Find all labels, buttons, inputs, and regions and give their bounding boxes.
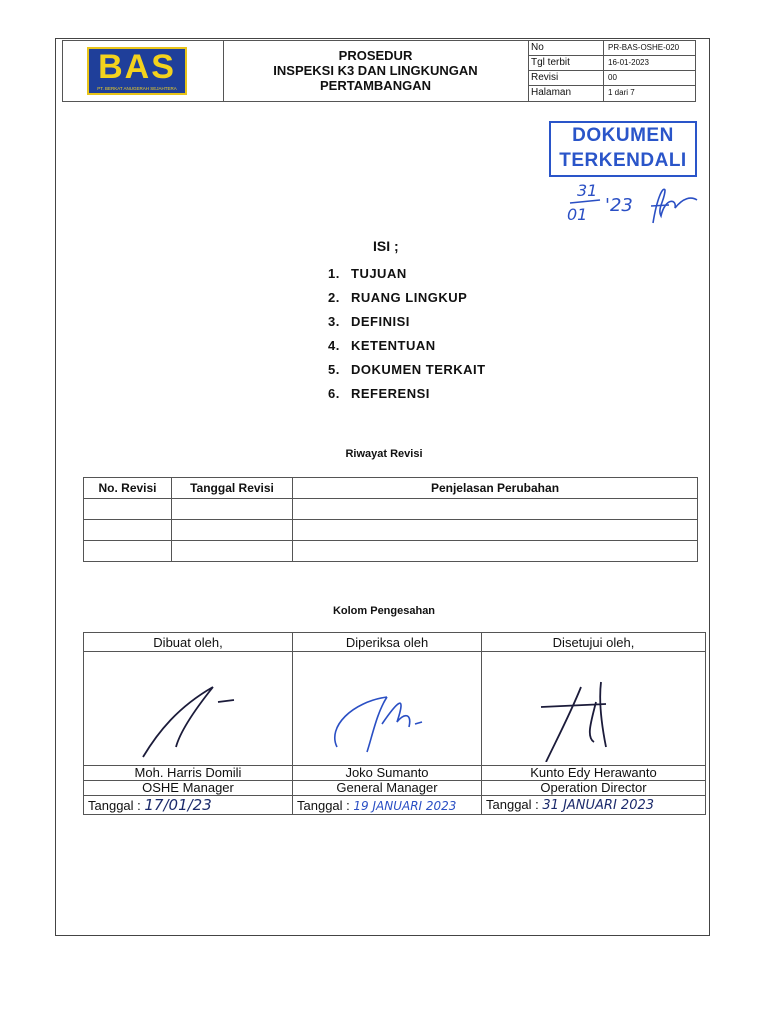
document-header bbox=[62, 40, 696, 102]
toc-num: 3. bbox=[328, 314, 340, 329]
col-revision-date: Tanggal Revisi bbox=[172, 478, 293, 499]
toc-label: RUANG LINGKUP bbox=[351, 290, 468, 305]
signature-creator bbox=[84, 652, 293, 766]
meta-table bbox=[528, 41, 696, 101]
doc-title-line-2: PERTAMBANGAN bbox=[320, 78, 431, 93]
signature-checker bbox=[293, 652, 482, 766]
logo-text: BAS bbox=[98, 48, 176, 86]
approver-role: Operation Director bbox=[482, 781, 706, 796]
table-row bbox=[84, 520, 698, 541]
toc-num: 2. bbox=[328, 290, 340, 305]
date-label: Tanggal : bbox=[88, 798, 141, 813]
toc-item-definitions bbox=[328, 314, 486, 338]
approver-name: Kunto Edy Herawanto bbox=[482, 766, 706, 781]
toc-item-scope bbox=[328, 290, 486, 314]
doc-type: PROSEDUR bbox=[338, 48, 413, 63]
signature-checker-mark bbox=[297, 652, 477, 762]
toc-label: TUJUAN bbox=[351, 266, 407, 281]
toc-label: DEFINISI bbox=[351, 314, 410, 329]
toc-num: 5. bbox=[328, 362, 340, 377]
creator-name: Moh. Harris Domili bbox=[84, 766, 293, 781]
logo-subtitle: PT. BERKAT ANUGERAH SEJAHTERA bbox=[97, 86, 177, 91]
title-cell bbox=[223, 41, 529, 101]
approver-date-cell bbox=[482, 796, 706, 815]
meta-label: Halaman bbox=[531, 87, 572, 98]
table-row bbox=[84, 541, 698, 562]
toc-label: DOKUMEN TERKAIT bbox=[351, 362, 486, 377]
meta-label: Revisi bbox=[531, 72, 559, 83]
meta-row-page bbox=[528, 86, 696, 101]
creator-date: 17/01/23 bbox=[144, 796, 212, 814]
date-label: Tanggal : bbox=[297, 797, 350, 813]
col-change-description: Penjelasan Perubahan bbox=[293, 478, 698, 499]
checker-date-cell bbox=[293, 796, 482, 815]
meta-row-no bbox=[528, 41, 696, 56]
controlled-document-stamp bbox=[549, 121, 697, 177]
col-revision-no: No. Revisi bbox=[84, 478, 172, 499]
signature-approver bbox=[482, 652, 706, 766]
approval-table bbox=[83, 632, 706, 815]
toc-item-related-docs bbox=[328, 362, 486, 386]
toc-item-provisions bbox=[328, 338, 486, 362]
signature-approver-mark bbox=[486, 652, 701, 762]
meta-value: PR-BAS-OSHE-020 bbox=[608, 43, 680, 52]
approved-by-header: Disetujui oleh, bbox=[482, 633, 706, 652]
meta-label: No bbox=[531, 42, 544, 53]
checked-by-header: Diperiksa oleh bbox=[293, 633, 482, 652]
stamp-line-1: DOKUMEN bbox=[572, 125, 674, 146]
toc-item-purpose bbox=[328, 266, 486, 290]
creator-date-cell bbox=[84, 796, 293, 815]
toc-num: 6. bbox=[328, 386, 340, 401]
company-logo bbox=[87, 47, 187, 95]
logo-cell bbox=[63, 41, 224, 101]
meta-value: 1 dari 7 bbox=[608, 88, 635, 97]
contents-heading: ISI ; bbox=[373, 238, 399, 254]
meta-value: 16-01-2023 bbox=[608, 58, 649, 67]
doc-title-line-1: INSPEKSI K3 DAN LINGKUNGAN bbox=[273, 63, 478, 78]
meta-row-issue-date bbox=[528, 56, 696, 71]
role-row bbox=[84, 781, 706, 796]
meta-label: Tgl terbit bbox=[531, 57, 570, 68]
signature-row bbox=[84, 652, 706, 766]
svg-text:'23: '23 bbox=[605, 195, 633, 216]
approver-date: 31 JANUARI 2023 bbox=[542, 798, 655, 813]
toc-item-references bbox=[328, 386, 486, 410]
svg-text:01: 01 bbox=[567, 205, 588, 224]
signature-creator-mark bbox=[88, 652, 288, 762]
toc-num: 4. bbox=[328, 338, 340, 353]
revision-history-title: Riwayat Revisi bbox=[345, 448, 423, 460]
name-row bbox=[84, 766, 706, 781]
svg-text:31: 31 bbox=[577, 181, 598, 200]
checker-date: 19 JANUARI 2023 bbox=[353, 798, 457, 813]
meta-row-revision bbox=[528, 71, 696, 86]
approval-header-row bbox=[84, 633, 706, 652]
checker-name: Joko Sumanto bbox=[293, 766, 482, 781]
revision-history-table bbox=[83, 477, 698, 562]
stamp-line-2: TERKENDALI bbox=[559, 150, 687, 171]
toc-label: KETENTUAN bbox=[351, 338, 436, 353]
creator-role: OSHE Manager bbox=[84, 781, 293, 796]
table-of-contents bbox=[328, 266, 486, 410]
meta-value: 00 bbox=[608, 73, 617, 82]
toc-label: REFERENSI bbox=[351, 386, 430, 401]
created-by-header: Dibuat oleh, bbox=[84, 633, 293, 652]
toc-num: 1. bbox=[328, 266, 340, 281]
table-header-row bbox=[84, 478, 698, 499]
approval-title: Kolom Pengesahan bbox=[332, 605, 436, 617]
checker-role: General Manager bbox=[293, 781, 482, 796]
date-label: Tanggal : bbox=[486, 797, 539, 812]
table-row bbox=[84, 499, 698, 520]
stamp-handwritten-date bbox=[565, 178, 705, 233]
date-row bbox=[84, 796, 706, 815]
